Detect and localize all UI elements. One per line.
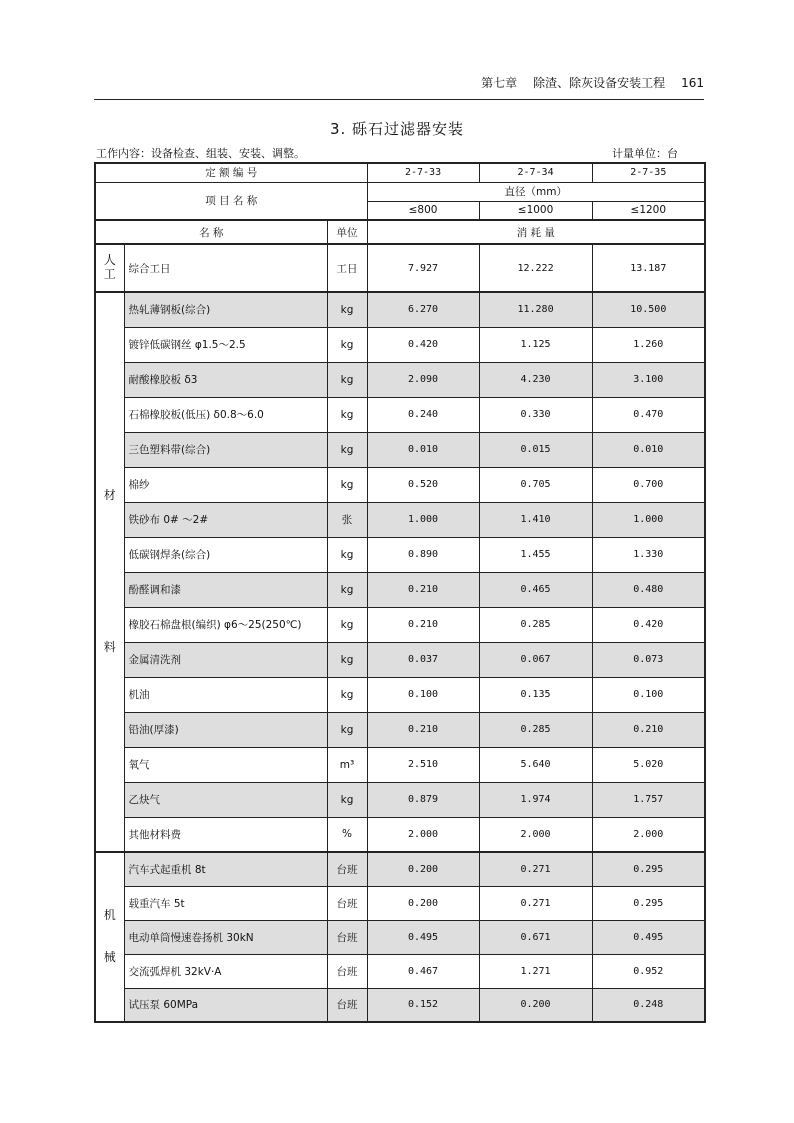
row-name: 氧气 xyxy=(124,747,327,782)
code-cell: 2-7-33 xyxy=(367,163,479,182)
row-value: 0.470 xyxy=(592,397,705,432)
row-unit: m³ xyxy=(327,747,367,782)
row-value: 0.467 xyxy=(367,954,479,988)
row-value: 0.073 xyxy=(592,642,705,677)
row-value: 0.152 xyxy=(367,988,479,1022)
row-value: 0.210 xyxy=(367,572,479,607)
row-value: 0.271 xyxy=(479,852,592,886)
row-value: 0.240 xyxy=(367,397,479,432)
quota-no-label: 定 额 编 号 xyxy=(95,163,367,182)
row-value: 0.210 xyxy=(367,607,479,642)
size-cell: ≤800 xyxy=(367,201,479,220)
row-value: 5.020 xyxy=(592,747,705,782)
row-value: 10.500 xyxy=(592,292,705,327)
row-value: 0.015 xyxy=(479,432,592,467)
name-header: 名 称 xyxy=(95,220,327,244)
row-unit: kg xyxy=(327,677,367,712)
row-value: 1.455 xyxy=(479,537,592,572)
row-value: 0.879 xyxy=(367,782,479,817)
row-name: 三色塑料带(综合) xyxy=(124,432,327,467)
row-name: 热轧薄钢板(综合) xyxy=(124,292,327,327)
row-value: 11.280 xyxy=(479,292,592,327)
row-unit: 张 xyxy=(327,502,367,537)
row-value: 1.260 xyxy=(592,327,705,362)
row-unit: kg xyxy=(327,607,367,642)
unit-label: 计量单位：台 xyxy=(612,147,678,160)
row-value: 0.100 xyxy=(592,677,705,712)
row-value: 0.010 xyxy=(592,432,705,467)
row-value: 0.037 xyxy=(367,642,479,677)
category-material: 材 料 xyxy=(95,292,124,852)
row-value: 0.248 xyxy=(592,988,705,1022)
row-name: 其他材料费 xyxy=(124,817,327,852)
row-value: 2.510 xyxy=(367,747,479,782)
item-name-label: 项 目 名 称 xyxy=(95,182,367,220)
row-value: 2.000 xyxy=(592,817,705,852)
row-unit: kg xyxy=(327,292,367,327)
row-value: 0.285 xyxy=(479,607,592,642)
row-value: 4.230 xyxy=(479,362,592,397)
row-value: 0.520 xyxy=(367,467,479,502)
row-value: 1.271 xyxy=(479,954,592,988)
row-value: 0.700 xyxy=(592,467,705,502)
row-name: 酚醛调和漆 xyxy=(124,572,327,607)
page-number: 161 xyxy=(681,76,704,90)
row-unit: 台班 xyxy=(327,852,367,886)
chapter-label: 第七章 xyxy=(481,76,518,90)
row-unit: kg xyxy=(327,642,367,677)
row-unit: 工日 xyxy=(327,244,367,292)
row-value: 0.295 xyxy=(592,886,705,920)
row-unit: 台班 xyxy=(327,886,367,920)
row-unit: kg xyxy=(327,397,367,432)
row-value: 0.890 xyxy=(367,537,479,572)
row-value: 1.000 xyxy=(367,502,479,537)
row-value: 0.200 xyxy=(367,886,479,920)
row-value: 5.640 xyxy=(479,747,592,782)
consumption-header: 消 耗 量 xyxy=(367,220,705,244)
row-name: 交流弧焊机 32kV·A xyxy=(124,954,327,988)
row-name: 铅油(厚漆) xyxy=(124,712,327,747)
row-name: 机油 xyxy=(124,677,327,712)
row-name: 低碳钢焊条(综合) xyxy=(124,537,327,572)
unit-header: 单位 xyxy=(327,220,367,244)
code-cell: 2-7-34 xyxy=(479,163,592,182)
row-value: 1.974 xyxy=(479,782,592,817)
row-name: 载重汽车 5t xyxy=(124,886,327,920)
row-unit: kg xyxy=(327,362,367,397)
page-title: 3. 砾石过滤器安装 xyxy=(329,120,465,138)
row-unit: kg xyxy=(327,467,367,502)
row-name: 铁砂布 0# ～2# xyxy=(124,502,327,537)
row-value: 0.210 xyxy=(367,712,479,747)
row-value: 2.000 xyxy=(367,817,479,852)
row-value: 0.067 xyxy=(479,642,592,677)
row-value: 12.222 xyxy=(479,244,592,292)
category-labor: 人 工 xyxy=(95,244,124,292)
row-value: 0.100 xyxy=(367,677,479,712)
row-value: 0.135 xyxy=(479,677,592,712)
row-name: 乙炔气 xyxy=(124,782,327,817)
row-unit: kg xyxy=(327,712,367,747)
row-value: 1.410 xyxy=(479,502,592,537)
row-value: 0.210 xyxy=(592,712,705,747)
row-value: 0.671 xyxy=(479,920,592,954)
row-name: 棉纱 xyxy=(124,467,327,502)
section-label: 除渣、除灰设备安装工程 xyxy=(533,76,666,90)
row-name: 镀锌低碳钢丝 φ1.5～2.5 xyxy=(124,327,327,362)
row-name: 耐酸橡胶板 δ3 xyxy=(124,362,327,397)
row-name: 试压泵 60MPa xyxy=(124,988,327,1022)
row-unit: kg xyxy=(327,537,367,572)
row-value: 0.495 xyxy=(592,920,705,954)
row-value: 1.757 xyxy=(592,782,705,817)
row-unit: 台班 xyxy=(327,988,367,1022)
row-value: 0.010 xyxy=(367,432,479,467)
size-cell: ≤1000 xyxy=(479,201,592,220)
row-value: 6.270 xyxy=(367,292,479,327)
row-unit: 台班 xyxy=(327,920,367,954)
row-value: 0.420 xyxy=(592,607,705,642)
row-value: 0.200 xyxy=(367,852,479,886)
row-value: 7.927 xyxy=(367,244,479,292)
row-unit: kg xyxy=(327,432,367,467)
row-name: 汽车式起重机 8t xyxy=(124,852,327,886)
row-value: 0.480 xyxy=(592,572,705,607)
row-value: 13.187 xyxy=(592,244,705,292)
size-cell: ≤1200 xyxy=(592,201,705,220)
row-value: 1.000 xyxy=(592,502,705,537)
row-unit: kg xyxy=(327,572,367,607)
row-name: 石棉橡胶板(低压) δ0.8～6.0 xyxy=(124,397,327,432)
row-value: 0.952 xyxy=(592,954,705,988)
row-value: 0.285 xyxy=(479,712,592,747)
row-value: 0.271 xyxy=(479,886,592,920)
row-value: 0.200 xyxy=(479,988,592,1022)
row-value: 3.100 xyxy=(592,362,705,397)
page-header xyxy=(94,70,704,100)
row-unit: % xyxy=(327,817,367,852)
row-name: 金属清洗剂 xyxy=(124,642,327,677)
row-value: 0.330 xyxy=(479,397,592,432)
row-unit: kg xyxy=(327,782,367,817)
row-value: 1.125 xyxy=(479,327,592,362)
row-unit: kg xyxy=(327,327,367,362)
category-machine: 机 械 xyxy=(95,852,124,1022)
row-value: 0.495 xyxy=(367,920,479,954)
diameter-label: 直径（mm） xyxy=(367,182,705,201)
row-value: 2.000 xyxy=(479,817,592,852)
row-name: 橡胶石棉盘根(编织) φ6～25(250℃) xyxy=(124,607,327,642)
row-name: 综合工日 xyxy=(124,244,327,292)
row-value: 0.420 xyxy=(367,327,479,362)
code-cell: 2-7-35 xyxy=(592,163,705,182)
row-value: 0.705 xyxy=(479,467,592,502)
work-content: 工作内容：设备检查、组装、安装、调整。 xyxy=(96,147,305,160)
row-value: 1.330 xyxy=(592,537,705,572)
quota-table xyxy=(94,162,706,1023)
row-value: 2.090 xyxy=(367,362,479,397)
row-value: 0.465 xyxy=(479,572,592,607)
row-value: 0.295 xyxy=(592,852,705,886)
row-name: 电动单筒慢速卷扬机 30kN xyxy=(124,920,327,954)
row-unit: 台班 xyxy=(327,954,367,988)
